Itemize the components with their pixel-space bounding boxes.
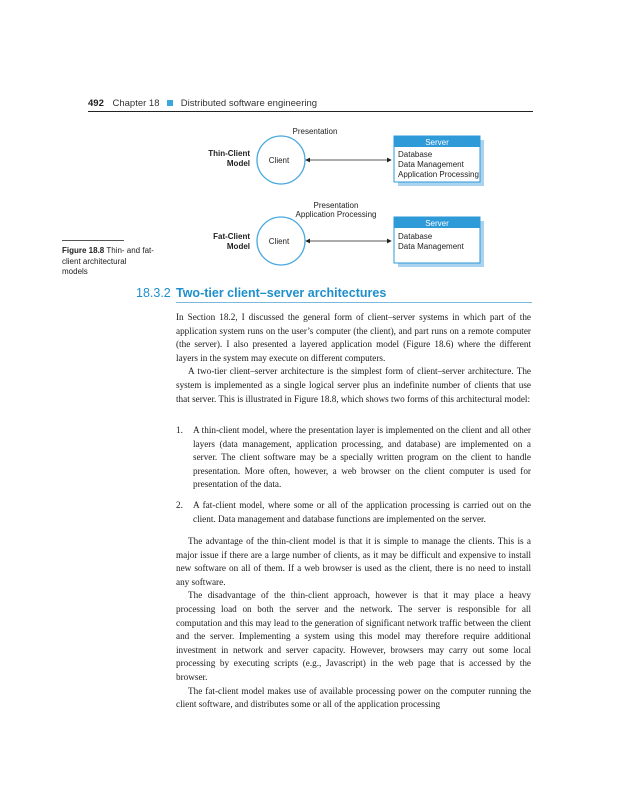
fat-model-label-1: Fat-Client — [213, 232, 250, 241]
chapter-title: Distributed software engineering — [180, 98, 318, 109]
thin-model-label-1: Thin-Client — [208, 149, 250, 158]
fat-server-line-1: Database — [398, 232, 433, 241]
list-item-text: A fat-client model, where some or all of the application processing is carried out on the client. Data management and database functions are implemented on the server. — [193, 499, 531, 524]
paragraph-4: The disadvantage of the thin-client approach, however is that it may place a heavy processing load on both the server and the network. The server is responsible for all computation and this may lead to the generation of significant network traffic between the client and the server. Implementing a system using this model may therefore require additional investment in network and server capacity. However, browsers may carry out some local processing by executing scripts (e.g., Javascript) in the web page that is accessed by the browser. — [176, 590, 531, 682]
thin-client-label: Client — [268, 156, 290, 165]
list-item-text: A thin-client model, where the presentation layer is implemented on the client and all other layers (data management, application processing, and database) are implemented on a server. The client software may be a specially written program on the client to handle presentation. More often, however, a web browser on the client computer is used for presentation of the data. — [193, 425, 531, 490]
list-item — [176, 424, 531, 492]
fat-client-label: Client — [268, 237, 290, 246]
figure-caption-text: Thin- and fat-client architectural models — [62, 246, 154, 276]
thin-server-title: Server — [425, 138, 449, 147]
paragraph-2: A two-tier client–server architecture is the simplest form of client–server architecture. The system is implemented as a single logical server plus an indefinite number of clients that use that server. This is illustrated in Figure 18.8, which shows two forms of this architectural model: — [176, 366, 531, 404]
paragraph-3: The advantage of the thin-client model is that it is simple to manage the clients. This is a major issue if there are a large number of clients, as it may be difficult and expensive to install new software on all of them. If a web browser is used as the client, there is no need to install any software. — [176, 536, 531, 587]
body-block-1 — [176, 311, 531, 406]
thin-server-line-3: Application Processing — [398, 170, 479, 179]
paragraph-1: In Section 18.2, I discussed the general form of client–server systems in which part of the application system runs on the user’s computer (the client), and part runs on a remote computer (the server). I also presented a layered application model (Figure 18.6) where the different layers in the system may execute on different computers. — [176, 312, 531, 363]
section-number: 18.3.2 — [136, 286, 171, 300]
list-item-number: 2. — [176, 499, 183, 510]
section-title: Two-tier client–server architectures — [176, 286, 387, 300]
caption-rule — [62, 240, 124, 241]
figure-caption — [62, 240, 154, 278]
list-item-number: 1. — [176, 425, 183, 435]
fat-server-title: Server — [425, 219, 449, 228]
fat-model-label-2: Model — [226, 242, 250, 251]
page-number: 492 — [88, 98, 104, 109]
fat-server-line-2: Data Management — [398, 242, 464, 251]
thin-server-line-1: Database — [398, 150, 433, 159]
fat-presentation-label-2: Application Processing — [295, 210, 377, 219]
list-item — [176, 499, 531, 526]
thin-model-label-2: Model — [226, 159, 250, 168]
figure-caption-label: Figure 18.8 — [62, 246, 105, 255]
body-block-2 — [176, 535, 531, 712]
thin-presentation-label: Presentation — [292, 127, 338, 136]
numbered-list — [176, 424, 531, 526]
section-rule — [176, 302, 532, 303]
chapter-label: Chapter 18 — [112, 98, 160, 109]
fat-presentation-label-1: Presentation — [313, 201, 359, 210]
paragraph-5: The fat-client model makes use of available processing power on the computer running the client software, and distributes some or all of the application processing — [176, 685, 531, 710]
thin-server-line-2: Data Management — [398, 160, 464, 169]
